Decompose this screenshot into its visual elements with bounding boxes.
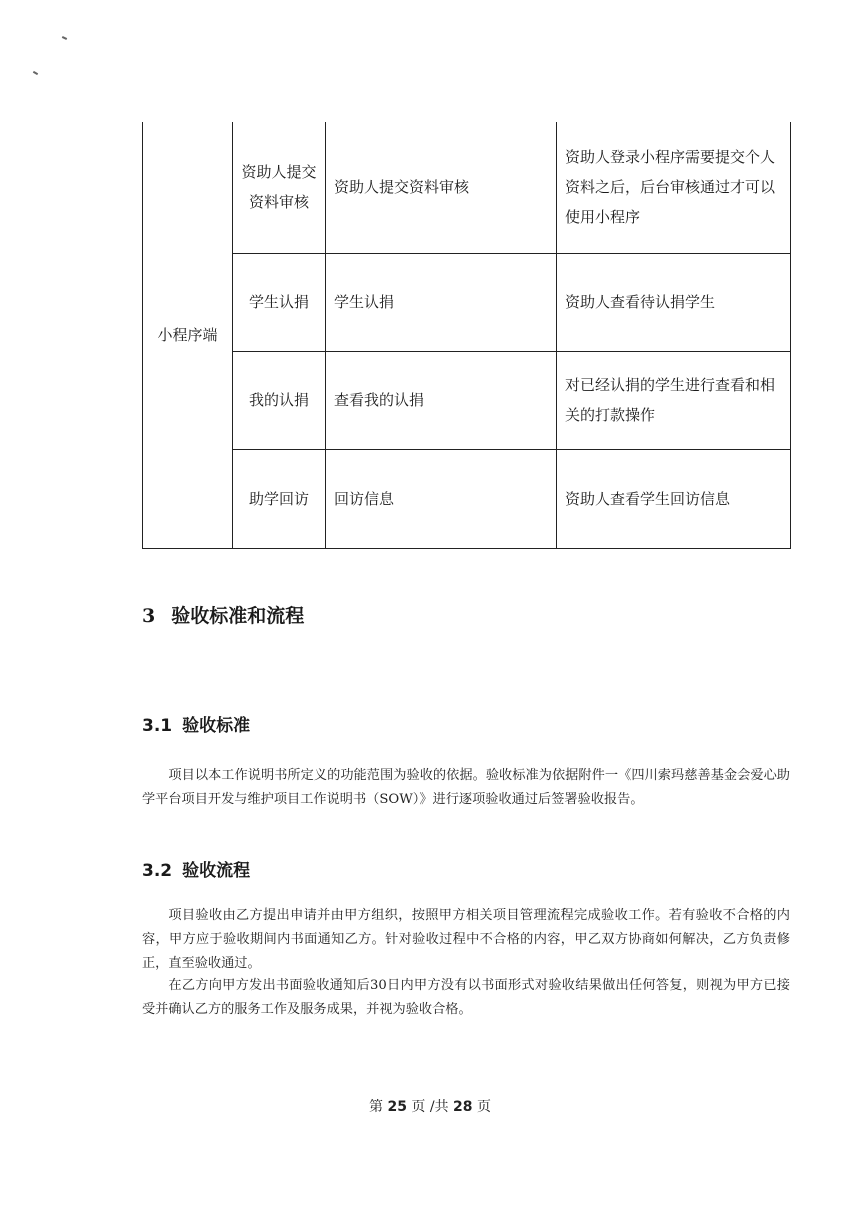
feature-cell: 资助人提交资料审核 (233, 122, 326, 253)
table-row (143, 449, 791, 548)
section-title: 验收流程 (182, 861, 251, 881)
module-cell: 小程序端 (143, 122, 233, 548)
scan-speck (62, 36, 67, 40)
feature-table (142, 122, 791, 549)
feature-cell: 助学回访 (233, 449, 326, 548)
section-number: 3 (142, 605, 156, 627)
feature-cell: 我的认捐 (233, 351, 326, 449)
function-cell: 学生认捐 (326, 253, 557, 351)
acceptance-deadline-paragraph: 在乙方向甲方发出书面验收通知后30日内甲方没有以书面形式对验收结果做出任何答复，则视为甲方已接受并确认乙方的服务工作及服务成果，并视为验收合格。 (142, 978, 790, 1017)
acceptance-process-paragraph: 项目验收由乙方提出申请并由甲方组织，按照甲方相关项目管理流程完成验收工作。若有验收不合格的内容，甲方应于验收期间内书面通知乙方。针对验收过程中不合格的内容，甲乙双方协商如何解决，乙方负责修正，直至验收通过。 (142, 908, 790, 971)
acceptance-standard-paragraph: 项目以本工作说明书所定义的功能范围为验收的依据。验收标准为依据附件一《四川索玛慈善基金会爱心助学平台项目开发与维护项目工作说明书（SOW）》进行逐项验收通过后签署验收报告。 (142, 768, 790, 807)
section-number: 3.2 (142, 861, 173, 881)
description-cell: 对已经认捐的学生进行查看和相关的打款操作 (557, 351, 791, 449)
section-3-heading (142, 601, 304, 628)
table-row (143, 351, 791, 449)
function-cell: 查看我的认捐 (326, 351, 557, 449)
table-row (143, 122, 791, 253)
current-page-number: 25 (387, 1099, 407, 1115)
page-footer: 第 25 页 /共 28 页 (369, 1099, 491, 1115)
function-cell: 回访信息 (326, 449, 557, 548)
section-number: 3.1 (142, 716, 173, 736)
function-cell: 资助人提交资料审核 (326, 122, 557, 253)
section-title: 验收标准 (182, 716, 251, 736)
section-title: 验收标准和流程 (171, 605, 305, 627)
description-cell: 资助人查看学生回访信息 (557, 449, 791, 548)
description-cell: 资助人登录小程序需要提交个人资料之后，后台审核通过才可以使用小程序 (557, 122, 791, 253)
section-3-2-heading (142, 856, 250, 881)
total-page-number: 28 (453, 1099, 473, 1115)
table-row (143, 253, 791, 351)
feature-cell: 学生认捐 (233, 253, 326, 351)
section-3-1-heading (142, 711, 250, 736)
scan-speck (33, 71, 38, 75)
description-cell: 资助人查看待认捐学生 (557, 253, 791, 351)
